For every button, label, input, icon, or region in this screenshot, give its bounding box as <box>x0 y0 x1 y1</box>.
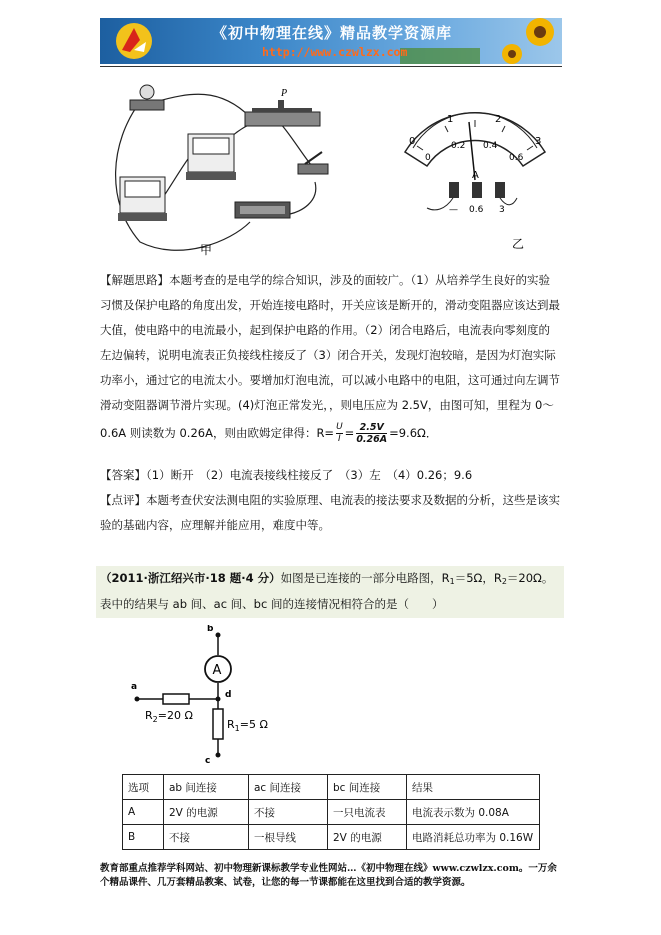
scale-outer-3: 3 <box>535 136 542 147</box>
cell: 一根导线 <box>249 825 328 850</box>
cell: 2V 的电源 <box>164 800 249 825</box>
table-header-row <box>123 775 540 800</box>
r1-label: $R_1=5$ Ω <box>227 718 268 733</box>
node-a-label: a <box>131 682 138 692</box>
rheostat <box>245 100 320 126</box>
header-ac: ac 间连接 <box>249 775 328 800</box>
analysis-line-7 <box>100 422 437 445</box>
ohm-law-result: =9.6Ω． <box>389 426 438 440</box>
cell: A <box>123 800 164 825</box>
battery <box>235 202 290 218</box>
options-table <box>122 774 540 850</box>
scale-inner-3: 0.6 <box>509 153 524 163</box>
r2-label: $R_2=20$ Ω <box>145 709 193 724</box>
table-row <box>123 825 540 850</box>
scale-outer-2: 2 <box>495 114 502 125</box>
node-c-dot <box>216 753 221 758</box>
resistor-r1 <box>213 709 223 739</box>
equals: = <box>344 426 355 440</box>
node-c-label: c <box>205 756 211 765</box>
fraction-values: $\frac{2.5V}{0.26A}$ <box>356 422 388 445</box>
cell: 2V 的电源 <box>328 825 407 850</box>
header-option: 选项 <box>123 775 164 800</box>
analysis-line-5: 功率小，通过它的电流太小。要增加灯泡电流，可以减小电路中的电阻，这可通过向左调节 <box>100 373 560 387</box>
meter-unit: A <box>472 170 479 181</box>
resistor-r2 <box>163 694 189 704</box>
table-row <box>123 800 540 825</box>
meter-right <box>186 134 236 180</box>
footer <box>100 862 570 890</box>
analysis-line-2: 习惯及保护电路的角度出发，开始连接电路时，开关应该是断开的，滑动变阻器应该达到最 <box>100 298 560 312</box>
terminal-neg: — <box>449 205 458 215</box>
figure-jia-label: 甲 <box>200 243 213 257</box>
analysis-line-1: 【解题思路】本题考查的是电学的综合知识，涉及的面较广。（1）从培养学生良好的实验 <box>100 273 551 287</box>
footer-line-1: 教育部重点推荐学科网站、初中物理新课标教学专业性网站…《初中物理在线》www.czwlzx.com。一万余 <box>100 863 557 874</box>
terminal-06: 0.6 <box>469 205 484 215</box>
figure-yi-label: 乙 <box>512 237 525 251</box>
question-source: （2011·浙江绍兴市·18 题·4 分） <box>100 571 281 585</box>
meter-left <box>118 177 167 221</box>
header-divider <box>100 66 562 67</box>
scale-inner-1: 0.2 <box>451 141 466 151</box>
cell: B <box>123 825 164 850</box>
header-banner <box>100 18 562 64</box>
comment-line-1: 【点评】本题考查伏安法测电阻的实验原理、电流表的接法要求及数据的分析，这些是该实 <box>100 493 560 507</box>
terminal-3: 3 <box>499 205 505 215</box>
banner-title: 《初中物理在线》精品教学资源库 <box>212 24 453 42</box>
ammeter-letter: A <box>212 663 222 678</box>
scale-inner-0: 0 <box>425 153 431 163</box>
banner-url[interactable]: http://www.czwlzx.com <box>262 45 408 59</box>
fraction-u-over-i: $\frac{U}{I}$ <box>336 422 343 444</box>
scale-inner-2: 0.4 <box>483 141 498 151</box>
header-bc: bc 间连接 <box>328 775 407 800</box>
cell: 不接 <box>164 825 249 850</box>
answer-line: 【答案】（1）断开 （2）电流表接线柱接反了 （3）左 （4）0.26；9.6 <box>100 468 473 482</box>
node-d-label: d <box>225 690 232 700</box>
cell: 一只电流表 <box>328 800 407 825</box>
circuit-diagram <box>125 625 325 765</box>
footer-line-2: 个精品课件、几万套精品教案、试卷，让您的每一节课都能在这里找到合适的教学资源。 <box>100 877 471 888</box>
node-b-label: b <box>207 625 214 634</box>
bulb-holder <box>130 85 164 110</box>
ohm-law-prefix: 0.6A 则读数为 0.26A，则由欧姆定律得：R= <box>100 426 335 440</box>
rheostat-label: P <box>281 88 288 99</box>
cell: 不接 <box>249 800 328 825</box>
figure-jia-apparatus <box>100 82 360 262</box>
header-ab: ab 间连接 <box>164 775 249 800</box>
question-line-1: （2011·浙江绍兴市·18 题·4 分）如图是已连接的一部分电路图，$R_1=5\Omega$，$R_2=20\Omega$。 <box>100 571 554 586</box>
node-a-dot <box>135 697 140 702</box>
cell: 电流表示数为 0.08A <box>407 800 540 825</box>
question-line-2: 表中的结果与 ab 间、ac 间、bc 间的连接情况相符合的是（ ） <box>100 597 444 611</box>
scale-outer-0: 0 <box>409 136 416 147</box>
node-b-dot <box>216 633 221 638</box>
scale-outer-1: 1 <box>447 114 454 125</box>
comment-line-2: 验的基础内容，应理解并能应用，难度中等。 <box>100 518 330 532</box>
node-d-dot <box>216 697 221 702</box>
analysis-line-3: 大值，使电路中的电流最小，起到保护电路的作用。（2）闭合电路后，电流表向零刻度的 <box>100 323 551 337</box>
header-result: 结果 <box>407 775 540 800</box>
figure-yi-ammeter <box>395 100 555 260</box>
analysis-line-4: 左边偏转，说明电流表正负接线柱接反了（3）闭合开关，发现灯泡较暗，是因为灯泡实际 <box>100 348 556 362</box>
cell: 电路消耗总功率为 0.16W <box>407 825 540 850</box>
switch <box>298 152 328 174</box>
analysis-line-6: 滑动变阻器调节滑片实现。(4)灯泡正常发光，，则电压应为 2.5V，由图可知，里程为 0～ <box>100 398 554 412</box>
